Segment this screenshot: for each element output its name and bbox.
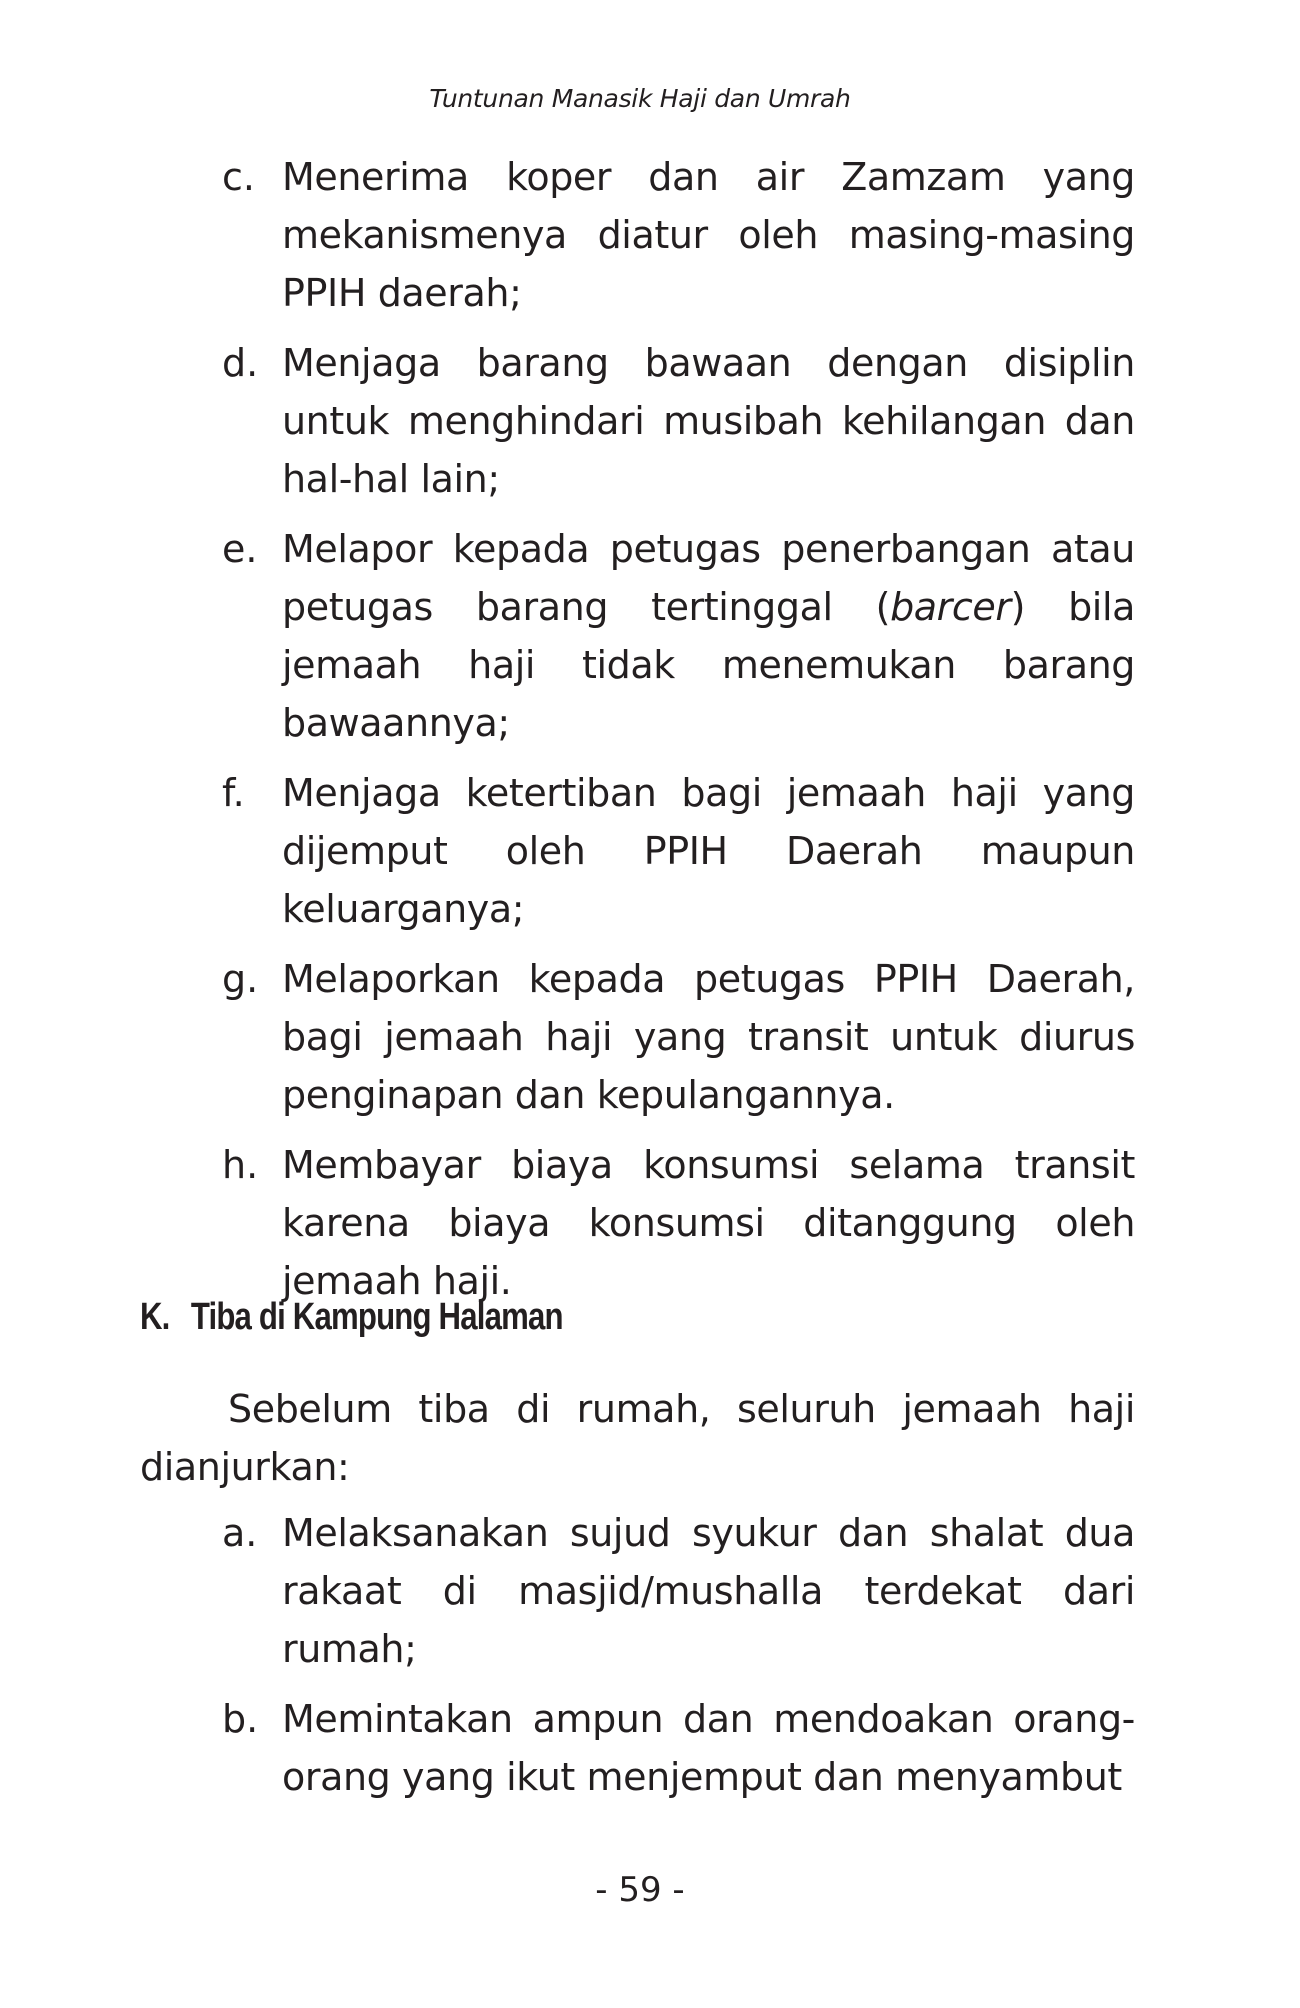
list-marker: f. (222, 771, 245, 815)
list-marker: b. (222, 1697, 259, 1741)
italic-term: barcer (890, 585, 1011, 629)
list-marker: c. (222, 155, 255, 199)
text-run: ) bila jemaah haji tidak menemukan barang bawaannya; (282, 585, 1135, 745)
section-title: Tiba di Kampung Halaman (190, 1296, 563, 1338)
list-item-text: Melaksanakan sujud syukur dan shalat dua rakaat di masjid/mushalla terdekat dari rumah; (282, 1511, 1135, 1671)
list-marker: e. (222, 527, 258, 571)
list-marker: h. (222, 1143, 259, 1187)
list-continued (140, 148, 1135, 1322)
list-item (140, 148, 1135, 322)
list-item (140, 1136, 1135, 1310)
list-item (140, 950, 1135, 1124)
running-head: Tuntunan Manasik Haji dan Umrah (429, 84, 851, 113)
list-item (140, 764, 1135, 938)
text-run: Melapor kepada petugas penerbangan atau petugas barang tertinggal ( (282, 527, 1135, 629)
list-marker: d. (222, 341, 259, 385)
list-marker: g. (222, 957, 259, 1001)
list-item-text: Menjaga ketertiban bagi jemaah haji yang dijemput oleh PPIH Daerah maupun keluarganya; (282, 771, 1135, 931)
list-item (140, 520, 1135, 752)
list-item (140, 334, 1135, 508)
list-item-text (282, 520, 1135, 752)
list-item (140, 1504, 1135, 1678)
section-letter: K. (140, 1296, 170, 1338)
list-item-text: Membayar biaya konsumsi selama transit karena biaya konsumsi ditanggung oleh jemaah haji. (282, 1143, 1135, 1303)
list-recommendations (140, 1504, 1135, 1818)
list-item-text: Menerima koper dan air Zamzam yang mekanismenya diatur oleh masing-masing PPIH daerah; (282, 155, 1135, 315)
list-marker: a. (222, 1511, 258, 1555)
list-item-text: Memintakan ampun dan mendoakan orang-orang yang ikut menjemput dan menyambut (282, 1697, 1135, 1799)
page-number: - 59 - (595, 1870, 685, 1910)
section-heading (140, 1296, 563, 1339)
list-item-text: Melaporkan kepada petugas PPIH Daerah, bagi jemaah haji yang transit untuk diurus penginapan dan kepulangannya. (282, 957, 1135, 1117)
intro-paragraph: Sebelum tiba di rumah, seluruh jemaah haji dianjurkan: (140, 1387, 1135, 1489)
list-item-text: Menjaga barang bawaan dengan disiplin untuk menghindari musibah kehilangan dan hal-hal lain; (282, 341, 1135, 501)
list-item (140, 1690, 1135, 1806)
